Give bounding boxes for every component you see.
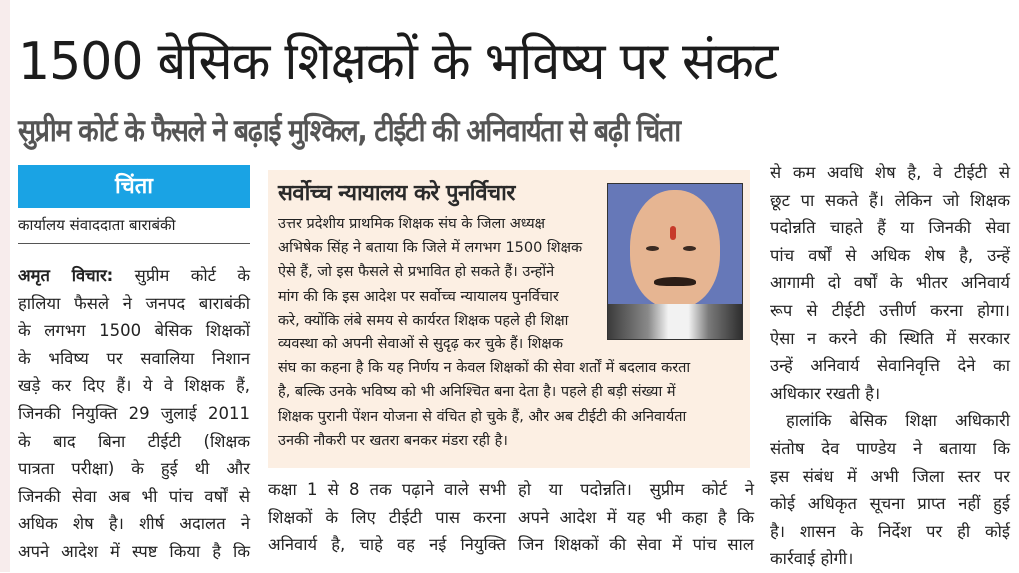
- paragraph-line: पात्रता परीक्षा) के हुई थी और: [18, 459, 250, 479]
- paragraph-line: पांच वर्षों से अधिक शेष है, उन्हें: [770, 245, 1010, 265]
- article-column-2: [268, 476, 506, 559]
- box-line: करे, क्योंकि लंबे समय से कार्यरत शिक्षक पहले ही शिक्षा: [278, 312, 569, 329]
- paragraph-line: पदोन्नति चाहते हैं या जिनकी सेवा: [770, 218, 1010, 238]
- box-line: संघ का कहना है कि यह निर्णय न केवल शिक्षकों की सेवा शर्तों में बदलाव करता: [278, 360, 691, 377]
- paragraph-line: अधिक शेष है। शीर्ष अदालत ने: [18, 514, 250, 534]
- box-line: व्यवस्था को अपनी सेवाओं से सुदृढ़ कर चुके हैं। शिक्षक: [278, 336, 563, 352]
- article-column-4: [770, 159, 1010, 573]
- paragraph-line: संतोष देव पाण्डेय ने बताया कि: [770, 438, 1010, 458]
- portrait-tilak: [670, 226, 676, 240]
- paragraph-line: रूप से टीईटी उत्तीर्ण करना होगा।: [770, 300, 1010, 320]
- paragraph-line: अधिकार रखती है।: [770, 383, 881, 403]
- paragraph-line: हो या पदोन्नति। सुप्रीम कोर्ट ने: [518, 480, 754, 499]
- paragraph-line: इस संबंध में अभी जिला स्तर पर: [770, 466, 1010, 486]
- sidebar-box-text-upper: [278, 212, 608, 333]
- portrait-eye-right: [683, 246, 696, 251]
- paragraph-line: के लगभग 1500 बेसिक शिक्षकों: [18, 321, 250, 341]
- subheadline: सुप्रीम कोर्ट के फैसले ने बढ़ाई मुश्किल, टीईटी की अनिवार्यता से बढ़ी चिंता: [18, 113, 680, 149]
- sidebar-box-title: सर्वोच्च न्यायालय करे पुनर्विचार: [278, 181, 515, 206]
- box-line: है, बल्कि उनके भविष्य को भी अनिश्चित बना देता है। पहले ही बड़ी संख्या में: [278, 384, 676, 401]
- clipped-previous-article-strip: [0, 0, 1019, 8]
- paragraph-line: अमृत विचार: सुप्रीम कोर्ट के: [18, 266, 251, 285]
- paragraph-line: आगामी दो वर्षों के भीतर अनिवार्य: [770, 273, 1010, 293]
- byline: कार्यालय संवाददाता बाराबंकी: [18, 216, 176, 234]
- paragraph-line: छूट पा सकते हैं। लेकिन जो शिक्षक: [770, 190, 1010, 210]
- paragraph-line: ऐसा न करने की स्थिति में सरकार: [770, 328, 1010, 348]
- portrait-face: [630, 190, 720, 308]
- box-line: उत्तर प्रदेशीय प्राथमिक शिक्षक संघ के जिला अध्यक्ष: [278, 216, 546, 232]
- paragraph-line: कक्षा 1 से 8 तक पढ़ाने वाले सभी: [268, 480, 506, 499]
- sidebar-box-text-lower: [278, 332, 740, 453]
- article-column-3: [518, 476, 754, 559]
- paragraph-line: शिक्षकों के लिए टीईटी पास करना: [268, 507, 506, 527]
- portrait-photo: [607, 183, 743, 340]
- page-margin: [0, 0, 10, 572]
- article-column-1: [18, 262, 250, 566]
- paragraph-line: जिनकी नियुक्ति 29 जुलाई 2011: [18, 403, 250, 423]
- paragraph-line: उन्हें अनिवार्य सेवानिवृत्ति देने का: [770, 356, 1010, 376]
- paragraph-line: जिनकी सेवा अब भी पांच वर्षों से: [18, 486, 250, 506]
- paragraph-line: है। शासन के निर्देश पर ही कोई: [770, 521, 1010, 541]
- box-line: उनकी नौकरी पर खतरा बनकर मंडरा रही है।: [278, 432, 508, 449]
- paragraph-line: के बाद बिना टीईटी (शिक्षक: [18, 431, 250, 451]
- dateline-kicker: अमृत विचार:: [18, 266, 114, 285]
- box-line: अभिषेक सिंह ने बताया कि जिले में लगभग 1500 शिक्षक: [278, 240, 583, 257]
- paragraph-line: अपने आदेश में स्पष्ट किया है कि: [18, 541, 250, 561]
- paragraph-line: हालांकि बेसिक शिक्षा अधिकारी: [786, 411, 1010, 431]
- byline-divider: [18, 243, 250, 244]
- section-tag: चिंता: [18, 165, 250, 208]
- portrait-shawl: [608, 304, 742, 340]
- paragraph-line: खड़े कर दिए हैं। ये वे शिक्षक हैं,: [18, 376, 250, 396]
- portrait-mustache: [654, 277, 696, 286]
- box-line: शिक्षक पुरानी पेंशन योजना से वंचित हो चुके हैं, और अब टीईटी की अनिवार्यता: [278, 408, 687, 425]
- box-line: ऐसे हैं, जो इस फैसले से प्रभावित हो सकते हैं। उन्होंने: [278, 264, 555, 281]
- paragraph-line: हालिया फैसले ने जनपद बाराबंकी: [18, 293, 250, 313]
- paragraph-line: से कम अवधि शेष है, वे टीईटी से: [770, 163, 1010, 182]
- paragraph-line: अपने आदेश में यह भी कहा है कि: [518, 507, 754, 527]
- portrait-eye-left: [646, 246, 659, 251]
- paragraph-line: के भविष्य पर सवालिया निशान: [18, 348, 250, 368]
- box-line: मांग की कि इस आदेश पर सर्वोच्च न्यायालय पुनर्विचार: [278, 288, 559, 305]
- paragraph-line: जिन शिक्षकों की सेवा में पांच साल: [518, 535, 754, 555]
- paragraph-line: अनिवार्य है, चाहे वह नई नियुक्ति: [268, 535, 506, 555]
- paragraph-line: कार्रवाई होगी।: [770, 549, 854, 569]
- paragraph-line: कोई अधिकृत सूचना प्राप्त नहीं हुई: [770, 494, 1010, 514]
- headline: 1500 बेसिक शिक्षकों के भविष्य पर संकट: [18, 32, 778, 92]
